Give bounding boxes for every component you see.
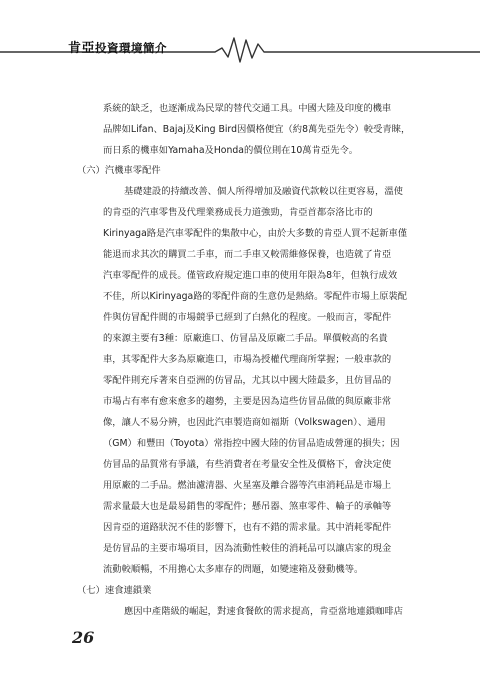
paragraph-line: 應因中產階級的崛起，對速食餐飲的需求提高，肯亞當地連鎖咖啡店 — [124, 606, 403, 617]
paragraph-line: 因肯亞的道路狀況不佳的影響下，也有不錯的需求量。其中消耗零配件 — [103, 522, 392, 533]
paragraph-line: 像，讓人不易分辨，也因此汽車製造商如福斯（Volkswagen）、通用 — [103, 417, 386, 428]
paragraph-line: 的來源主要有3種：原廠進口、仿冒品及原廠二手品。單價較高的名貴 — [103, 333, 388, 344]
paragraph-line: 車，其零配件大多為原廠進口，市場為授權代理商所掌握；一般車款的 — [103, 354, 392, 365]
header-title-main: 肯亞 — [68, 41, 96, 56]
paragraph-line: 市場占有率有愈來愈多的趨勢，主要是因為這些仿冒品做的與原廠非常 — [103, 396, 392, 407]
header-title-sub: 投資環境簡介 — [95, 41, 168, 55]
paragraph-line: 是仿冒品的主要市場項目，因為流動性較佳的消耗品可以讓店家的現金 — [103, 543, 392, 554]
heartbeat-line-icon — [0, 0, 480, 70]
paragraph-line: 基礎建設的持續改善、個人所得增加及融資代款較以往更容易，溫使 — [124, 186, 403, 197]
paragraph-line: 流動較順暢，不用擔心太多庫存的問題，如變速箱及發動機等。 — [103, 564, 364, 575]
paragraph-line: 能退而求其次的購買二手車，而二手車又較需維修保養，也造就了肯亞 — [103, 249, 392, 260]
paragraph-line: 用原廠的二手品。燃油濾清器、火星塞及離合器等汽車消耗品是市場上 — [103, 480, 392, 491]
paragraph-line: 汽車零配件的成長。僅管政府規定進口車的使用年限為8年，但執行成效 — [103, 270, 398, 281]
page-number: 26 — [72, 628, 95, 647]
paragraph-line: 件與仿冒配件間的市場競爭已經到了白熱化的程度。一般而言，零配件 — [103, 312, 392, 323]
paragraph-line: 不佳，所以Kirinyaga路的零配件商的生意仍是熱絡。零配件市場上原裝配 — [103, 291, 408, 302]
paragraph-line: 的肯亞的汽車零售及代理業務成長力道強勁，肯亞首都奈洛比市的 — [103, 207, 373, 218]
paragraph-line: Kirinyaga路是汽車零配件的集散中心，由於大多數的肯亞人買不起新車僅 — [103, 228, 408, 239]
paragraph-line: 而日系的機車如Yamaha及Honda的價位則在10萬肯亞先令。 — [103, 145, 359, 156]
paragraph-line: 系統的缺乏，也逐漸成為民眾的替代交通工具。中國大陸及印度的機車 — [103, 103, 392, 114]
section-heading: （七）速食連鎖業 — [77, 585, 152, 596]
paragraph-line: （GM）和豐田（Toyota）常指控中國大陸的仿冒品造成營運的損失；因 — [103, 438, 400, 449]
section-heading: （六）汽機車零配件 — [77, 165, 161, 176]
page-header — [0, 0, 480, 70]
paragraph-line: 仿冒品的品質常有爭議，有些消費者在考量安全性及價格下，會決定使 — [103, 459, 392, 470]
paragraph-line: 需求量最大也是最易銷售的零配件；懸吊器、煞車零件、輪子的承軸等 — [103, 501, 392, 512]
header-title — [68, 37, 167, 56]
paragraph-line: 零配件則充斥著來自亞洲的仿冒品，尤其以中國大陸最多，且仿冒品的 — [103, 375, 392, 386]
paragraph-line: 品牌如Lifan、Bajaj及King Bird因價格便宜（約8萬先亞先令）較受青睞， — [103, 124, 411, 135]
